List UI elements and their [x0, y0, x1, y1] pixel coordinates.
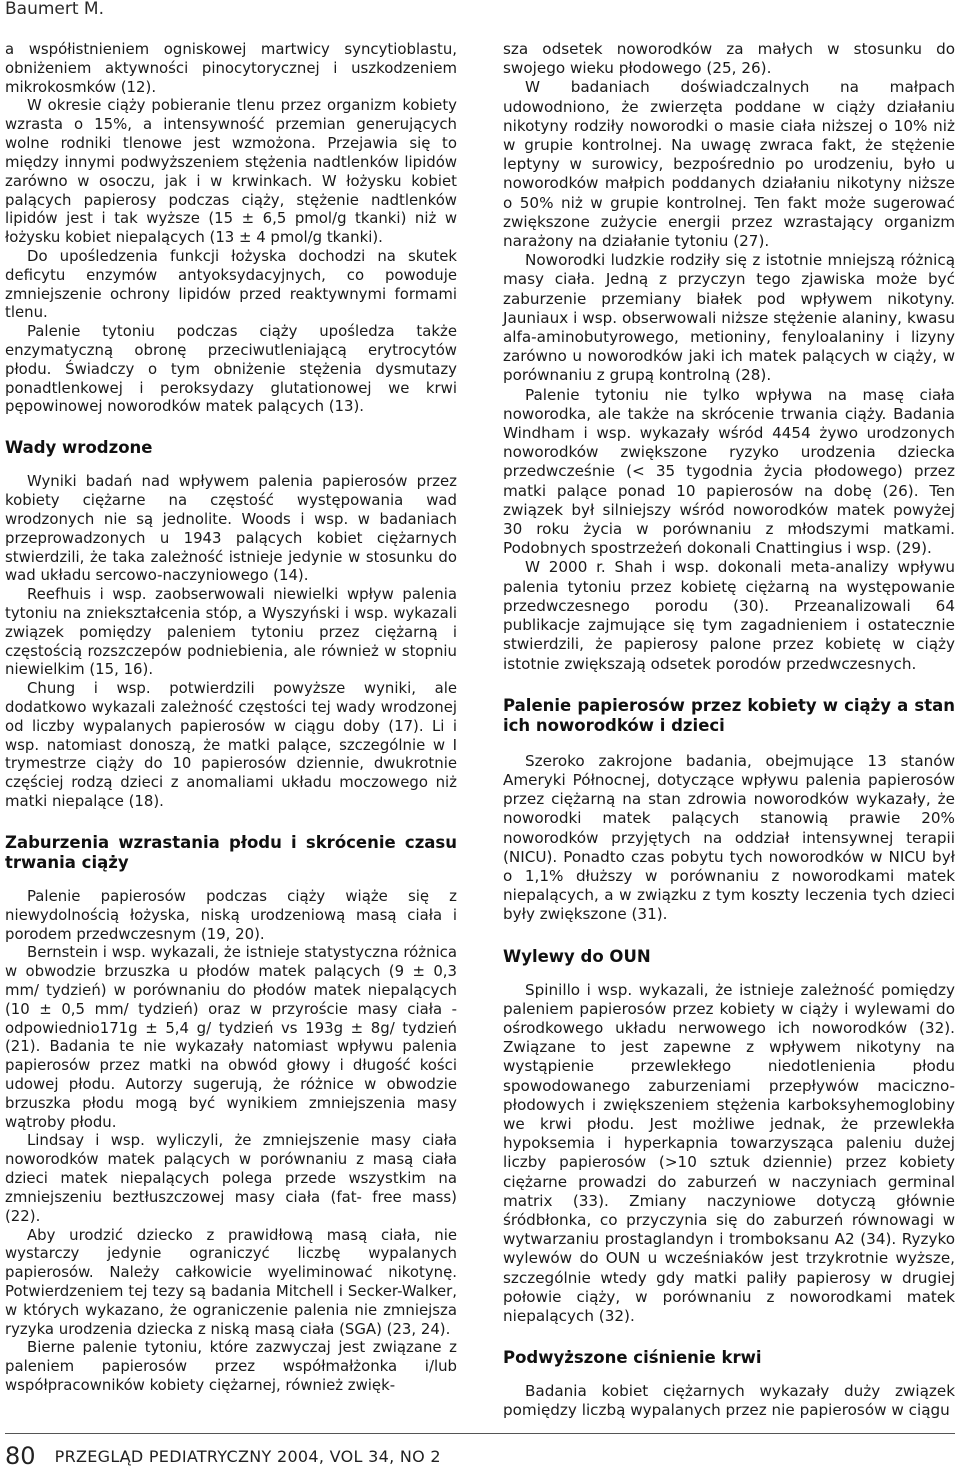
paragraph: Chung i wsp. potwierdzili powyższe wyniki, ale dodatkowo wykazali zależność częstości tej wady wrodzonej od liczby wypalanych papierosów w ciągu doby (17). Li i wsp. natomiast donoszą, że matki palące, szczególnie w I trymestrze ciąży do 10 papierosów dziennie, dwukrotnie częściej rodzą dzieci z anomaliami układu moczowego niż matki niepalące (18). [5, 679, 457, 811]
section-heading: Zaburzenia wzrastania płodu i skrócenie czasu trwania ciąży [5, 832, 457, 872]
paragraph: Badania kobiet ciężarnych wykazały duży związek pomiędzy liczbą wypalanych przez nie papierosów w ciągu [503, 1382, 955, 1420]
paragraph: W 2000 r. Shah i wsp. dokonali meta-analizy wpływu palenia tytoniu przez kobietę ciężarną na występowanie przedwczesnego porodu (30). Przeanalizowali 64 publikacje zajmujące się tym zagadnieniem i ostatecznie stwierdzili, że papierosy palone przez kobietę w ciąży istotnie zwiększają odsetek porodów przedwczesnych. [503, 558, 955, 673]
paragraph: Palenie tytoniu podczas ciąży upośledza także enzymatyczną obronę przeciwutleniającą erytrocytów płodu. Świadczy o tym obniżenie stężenia dysmutazy ponadtlenkowej i peroksydazy glutationowej we krwi pępowinowej noworodków matek palących (13). [5, 322, 457, 416]
paragraph: W badaniach doświadczalnych na małpach udowodniono, że zwierzęta poddane w ciąży działaniu nikotyny rodziły noworodki o masie ciała niższej o 10% niż w grupie kontrolnej. Na uwagę zwraca fakt, że stężenie leptyny w surowicy, bezpośrednio po urodzeniu, było u noworodków małpich poddanych działaniu nikotyny niższe o 50% niż w grupie kontrolnej. Ten fakt może sugerować zwiększone zużycie energii przez wzrastający organizm narażony na działanie tytoniu (27). [503, 78, 955, 251]
section-heading: Podwyższone ciśnienie krwi [503, 1348, 762, 1368]
page-number: 80 [5, 1442, 36, 1470]
section-heading: Wady wrodzone [5, 438, 153, 458]
paragraph: Do upośledzenia funkcji łożyska dochodzi na skutek deficytu enzymów antyoksydacyjnych, co powoduje zmniejszenie ochrony lipidów przed reaktywnymi formami tlenu. [5, 246, 457, 322]
footer-divider [5, 1433, 955, 1434]
paragraph: Szeroko zakrojone badania, obejmujące 13 stanów Ameryki Północnej, dotyczące wpływu palenia papierosów przez ciężarną na stan zdrowia noworodków wykazały, że noworodki matek palących stanowią prawie 20% noworodków przyjętych na oddział intensywnej terapii (NICU). Ponadto czas pobytu tych noworodków w NICU był o 1,1% dłuższy w porównaniu z noworodkami matek niepalących, a w związku z tym koszty leczenia tych dzieci były zwiększone (31). [503, 751, 955, 924]
paragraph: Spinillo i wsp. wykazali, że istnieje zależność pomiędzy paleniem papierosów przez kobiety w ciąży i wylewami do ośrodkowego układu nerwowego ich noworodków (32). Związane to jest zapewne z wpływem nikotyny na wystąpienie przewlekłego niedotlenienia płodu spowodowanego zaburzeniami przepływów maciczno-płodowych i zwiększeniem stężenia karboksyhemoglobiny we krwi płodu. Jest możliwe jednak, że przewlekła hypoksemia i hyperkapnia towarzysząca paleniu dużej liczby papierosów (>10 sztuk dziennie) przez kobiety ciężarne prowadzi do zaburzeń w naczyniach germinal matrix (33). Zmiany naczyniowe dotyczą głównie śródbłonka, co przyczynia się do zaburzeń równowagi w wytwarzaniu prostaglandyn i tromboksanu A2 (34). Ryzyko wylewów do OUN u wcześniaków jest trzykrotnie wyższe, szczególnie wtedy gdy matki paliły papierosy w drugiej połowie ciąży, w porównaniu z noworodkami matek niepalących (32). [503, 980, 955, 1325]
page-footer [5, 1442, 441, 1470]
paragraph: Aby urodzić dziecko z prawidłową masą ciała, nie wystarczy jedynie ograniczyć liczbę wypalanych papierosów. Należy całkowicie wyeliminować nikotynę. Potwierdzeniem tej tezy są badania Mitchell i Secker-Walker, w których wykazano, że ograniczenie palenia nie zmniejsza ryzyka urodzenia dziecka z niską masą ciała (SGA) (23, 24). [5, 1225, 457, 1338]
paragraph: Reefhuis i wsp. zaobserwowali niewielki wpływ palenia tytoniu na zniekształcenia stóp, a Wyszyński i wsp. wykazali związek pomiędzy paleniem tytoniu przez ciężarną i częstością rozszczepów podniebienia, ale również w stopniu niewielkim (15, 16). [5, 585, 457, 679]
paragraph: sza odsetek noworodków za małych w stosunku do swojego wieku płodowego (25, 26). [503, 40, 955, 78]
paragraph: Lindsay i wsp. wyliczyli, że zmniejszenie masy ciała noworodków matek palących w porównaniu z masą ciała dzieci matek niepalących polega przede wszystkim na zmniejszeniu beztłuszczowej masy ciała (fat- free mass) (22). [5, 1131, 457, 1225]
paragraph: Palenie tytoniu nie tylko wpływa na masę ciała noworodka, ale także na skrócenie trwania ciąży. Badania Windham i wsp. wykazały wśród 4454 żywo urodzonych noworodków zwiększone ryzyko urodzenia dziecka przedwcześnie (< 35 tygodnia życia płodowego) przez matki palące ponad 10 papierosów na dobę (26). Ten związek był silniejszy wśród noworodków matek powyżej 30 roku życia w porównaniu z młodszymi matkami. Podobnych spostrzeżeń dokonali Cnattingius i wsp. (29). [503, 385, 955, 558]
right-column [503, 40, 955, 1421]
section-heading: Wylewy do OUN [503, 946, 651, 966]
paragraph: Bernstein i wsp. wykazali, że istnieje statystyczna różnica w obwodzie brzuszka u płodów matek palących (9 ± 0,3 mm/ tydzień) w porównaniu do płodów matek niepalących (10 ± 0,5 mm/ tydzień) oraz w przyroście masy ciała - odpowiednio171g ± 5,4 g/ tydzień vs 193g ± 8g/ tydzień (21). Badania te nie wykazały natomiast wpływu palenia papierosów przez matki na obwód głowy i długość kości udowej płodu. Autorzy sugerują, że różnice w obwodzie brzuszka płodu mogą być wynikiem zmniejszenia masy wątroby płodu. [5, 943, 457, 1131]
section-heading: Palenie papierosów przez kobiety w ciąży a stan ich noworodków i dzieci [503, 695, 955, 735]
running-head: Baumert M. [5, 0, 105, 19]
paragraph: a współistnieniem ogniskowej martwicy syncytioblastu, obniżeniem aktywności pinocytorycznej i uszkodzeniem mikrokosmków (12). [5, 40, 457, 96]
paragraph: Wyniki badań nad wpływem palenia papierosów przez kobiety ciężarne na częstość występowania wad wrodzonych nie są jednolite. Woods i wsp. w badaniach przeprowadzonych u 1943 palących kobiet ciężarnych stwierdzili, że taka zależność istnieje jedynie w stosunku do wad układu sercowo-naczyniowego (14). [5, 472, 457, 585]
paragraph: Palenie papierosów podczas ciąży wiąże się z niewydolnością łożyska, niską urodzeniową masą ciała i porodem przedwczesnym (19, 20). [5, 886, 457, 943]
paragraph: Noworodki ludzkie rodziły się z istotnie mniejszą różnicą masy ciała. Jedną z przyczyn tego zjawiska może być zaburzenie przemiany białek pod wpływem nikotyny. Jauniaux i wsp. obserwowali niższe stężenie alaniny, kwasu alfa-aminobutyrowego, metioniny, fenyloalaniny i lizyny zarówno u noworodków jaki ich matek palących w ciąży, w porównaniu z grupą kontrolną (28). [503, 251, 955, 385]
journal-citation: PRZEGLĄD PEDIATRYCZNY 2004, VOL 34, NO 2 [54, 1447, 441, 1466]
paragraph: W okresie ciąży pobieranie tlenu przez organizm kobiety wzrasta o 15%, a intensywność przemian generujących wolne rodniki tlenowe jest wzmożona. Przejawia się to między innymi podwyższeniem stężenia nadtlenków lipidów zarówno w osoczu, jak i w krwinkach. W łożysku kobiet palących papierosy podczas ciąży, stężenie nadtlenków lipidów jest i tak wyższe (15 ± 6,5 pmol/g tkanki) niż w łożysku kobiet niepalących (13 ± 4 pmol/g tkanki). [5, 96, 457, 247]
paragraph: Bierne palenie tytoniu, które zazwyczaj jest związane z paleniem papierosów przez współmałżonka i/lub współpracowników kobiety ciężarnej, również zwięk- [5, 1338, 457, 1394]
left-column [5, 40, 457, 1395]
